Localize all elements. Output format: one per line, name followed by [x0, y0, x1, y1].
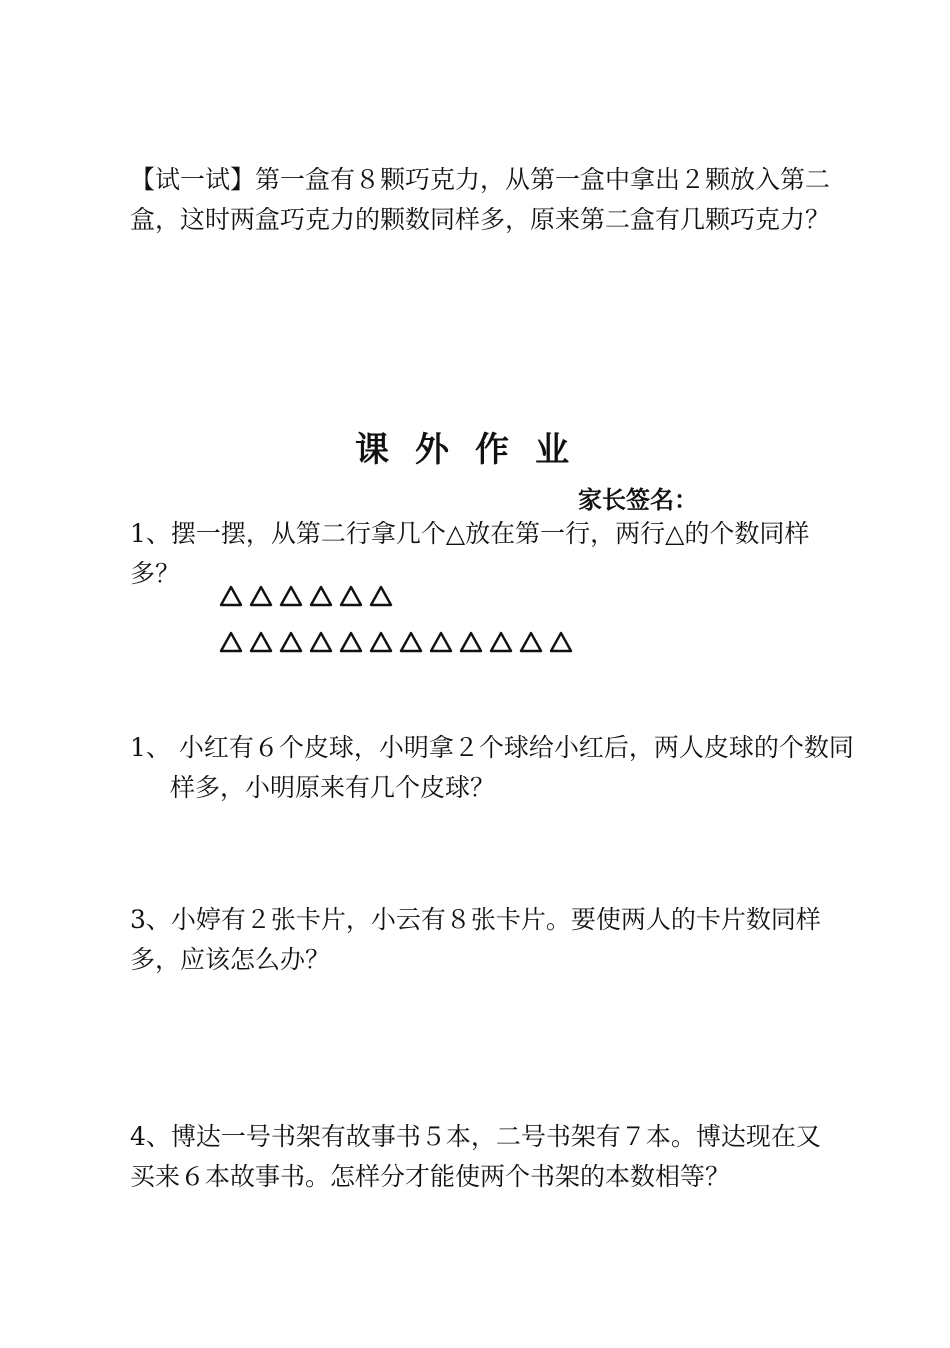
triangle-icon [306, 630, 336, 654]
triangle-icon [276, 630, 306, 654]
triangle-icon [306, 584, 336, 608]
triangle-icon [516, 630, 546, 654]
triangle-icon [366, 584, 396, 608]
triangle-icon [276, 584, 306, 608]
try-it-problem: 【试一试】第一盒有８颗巧克力，从第一盒中拿出２颗放入第二盒，这时两盒巧克力的颗数同样多，原来第二盒有几颗巧克力？ [130, 165, 831, 234]
triangle-icon [546, 630, 576, 654]
triangle-row-2 [216, 630, 576, 654]
triangle-icon [456, 630, 486, 654]
triangle-icon [336, 630, 366, 654]
triangle-icon [366, 630, 396, 654]
triangle-icon [216, 584, 246, 608]
question-3: 3、小婷有２张卡片，小云有８张卡片。要使两人的卡片数同样多，应该怎么办？ [130, 905, 821, 974]
triangle-icon [426, 630, 456, 654]
question-4: 4、博达一号书架有故事书５本，二号书架有７本。博达现在又买来６本故事书。怎样分才能使两个书架的本数相等？ [130, 1122, 821, 1191]
triangle-icon [336, 584, 366, 608]
triangle-icon [396, 630, 426, 654]
triangle-icon [246, 584, 276, 608]
triangle-icon [246, 630, 276, 654]
question-1: 1、摆一摆，从第二行拿几个△放在第一行，两行△的个数同样多？ [130, 519, 810, 588]
triangle-icon [486, 630, 516, 654]
triangle-row-1 [216, 584, 396, 608]
question-2: 1、 小红有６个皮球，小明拿２个球给小红后，两人皮球的个数同样多，小明原来有几个皮球？ [130, 733, 854, 802]
triangle-icon [216, 630, 246, 654]
homework-title: 课外作业 [355, 430, 595, 470]
parent-signature-label: 家长签名： [578, 486, 698, 514]
